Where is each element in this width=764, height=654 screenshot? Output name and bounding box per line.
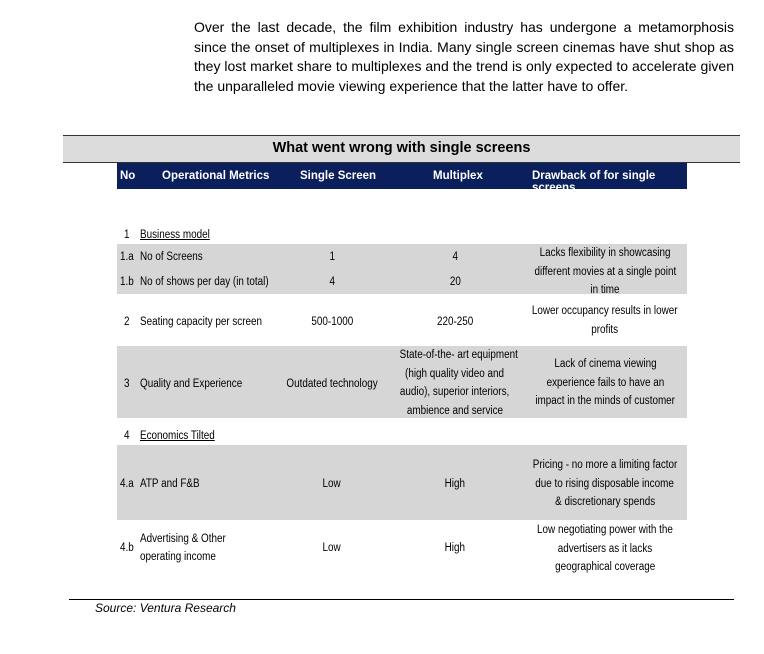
row-1b-single: 4: [329, 276, 335, 288]
header-operational-metrics: Operational Metrics: [162, 170, 270, 182]
header-no: No: [120, 170, 136, 182]
row-3-drawback: Lack of cinema viewing experience fails to have an impact in the minds of customer: [535, 358, 675, 407]
intro-paragraph: Over the last decade, the film exhibition industry has undergone a metamorphosis since the onset of multiplexes in India. Many single screen cinemas have shut shop as they lost market share to multiplexes and the trend is only expected to accelerate given the unparalleled movie viewing experience that the latter have to offer.: [194, 19, 734, 94]
row-4b-metric-line2: operating income: [140, 551, 216, 563]
row-1b-metric-clip: [140, 273, 276, 291]
row-4b-no: 4.b: [120, 542, 134, 554]
row-4a-no: 4.a: [120, 478, 134, 490]
row-3-no: 3: [124, 378, 130, 390]
row-4b-drawback: Low negotiating power with the advertisers as it lacks geographical coverage: [537, 524, 673, 573]
row-4b-single: Low: [322, 542, 342, 554]
row-4-no: 4: [124, 430, 130, 442]
row-4b-multiplex: High: [444, 542, 466, 554]
row-1b-no: 1.b: [120, 276, 134, 288]
row-4b-drawback-clip: [520, 521, 690, 573]
table-title: What went wrong with single screens: [272, 140, 531, 156]
row-2-metric: Seating capacity per screen: [140, 316, 263, 328]
row-1b-metric: No of shows per day (in total): [140, 276, 269, 288]
header-drawback: Drawback of for single screens: [532, 170, 656, 194]
row-1-drawback: Lacks flexibility in showcasing different movies at a single point in time: [534, 247, 677, 296]
row-2-single: 500-1000: [311, 316, 353, 328]
row-3-multiplex: State-of-the- art equipment (high quality video and audio), superior interiors, ambience and service: [399, 349, 518, 417]
source-divider: [69, 599, 734, 600]
row-3-single: Outdated technology: [286, 378, 378, 390]
row-4a-drawback: Pricing - no more a limiting factor due to rising disposable income & discretionary spends: [532, 459, 678, 508]
row-2-no: 2: [124, 316, 130, 328]
table-header: [117, 163, 687, 194]
table-title-bar: [63, 135, 740, 163]
row-3-metric: Quality and Experience: [140, 378, 243, 390]
row-4b-metric-line1: Advertising & Other: [140, 533, 226, 545]
row-1a-metric: No of Screens: [140, 251, 203, 263]
row-4a-single: Low: [322, 478, 342, 490]
row-1a-single: 1: [329, 251, 335, 263]
row-4-metric: Economics Tilted: [140, 430, 215, 442]
row-1a-no: 1.a: [120, 251, 134, 263]
row-1-metric: Business model: [140, 229, 210, 241]
row-1b-multiplex: 20: [449, 276, 461, 288]
row-2-drawback: Lower occupancy results in lower profits: [532, 305, 678, 336]
source-note: Source: Ventura Research: [95, 601, 236, 615]
row-2-multiplex: 220-250: [436, 316, 474, 328]
header-single-screen: Single Screen: [300, 170, 377, 182]
row-1-no: 1: [124, 229, 130, 241]
row-4a-metric: ATP and F&B: [140, 478, 200, 490]
row-4a-multiplex: High: [444, 478, 466, 490]
header-multiplex: Multiplex: [433, 170, 483, 182]
row-1a-multiplex: 4: [452, 251, 458, 263]
